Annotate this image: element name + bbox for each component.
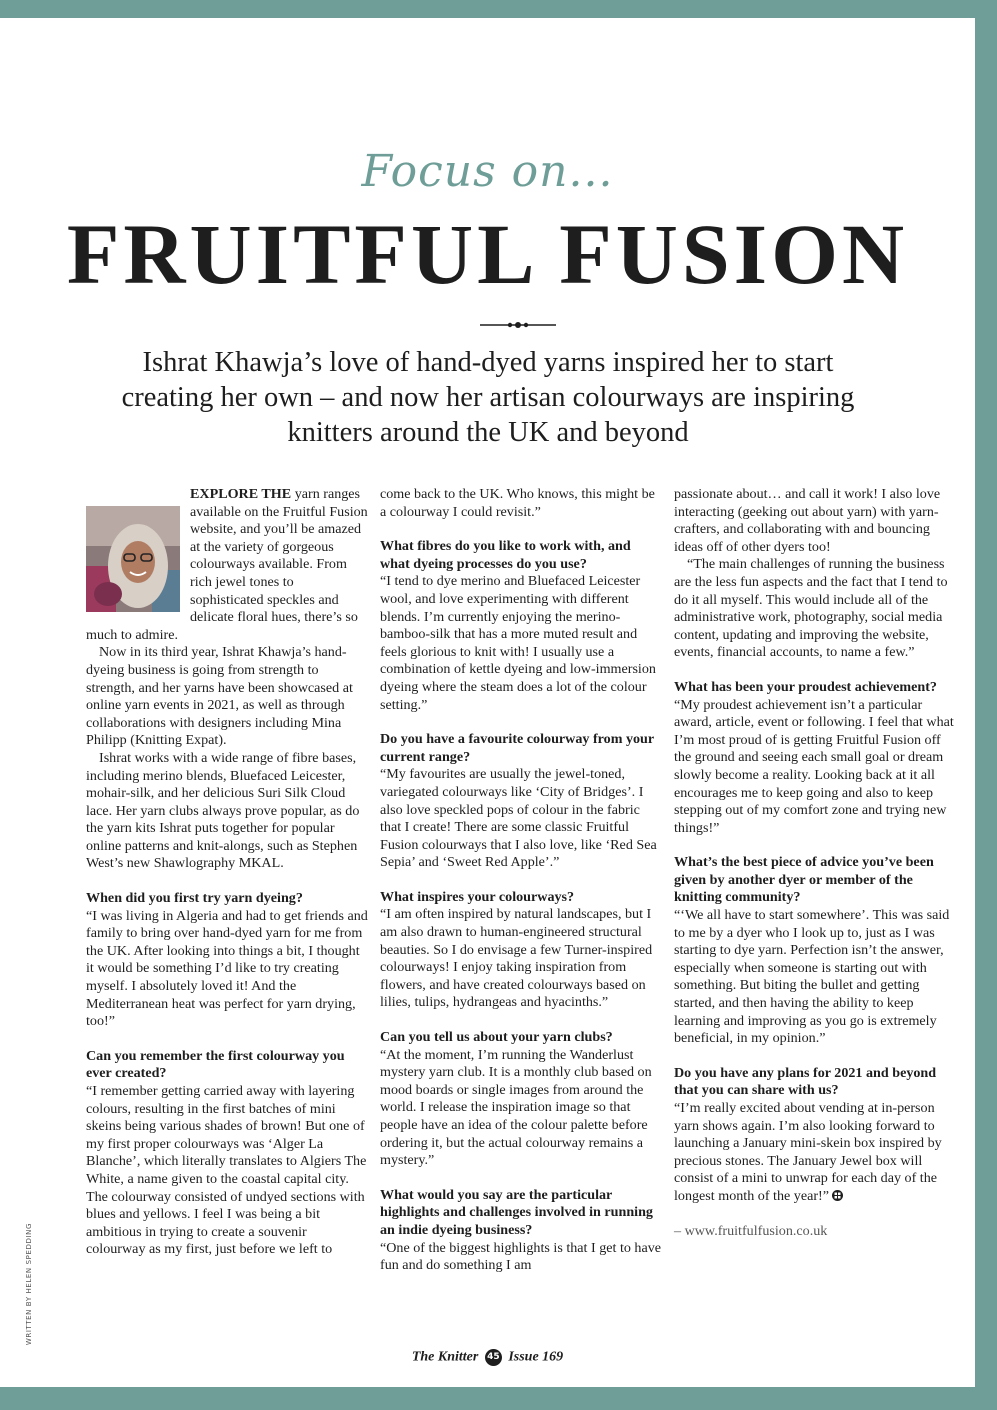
intro-paragraph-3: Ishrat works with a wide range of fibre bases, including merino blends, Bluefaced Leicester, mohair-silk, and her delicious Suri Silk Cloud lace. Her yarn clubs always prove popular, as do the yarn kits Ishrat puts together for popular online patterns and knit-alongs, such as Stephen West’s new Shawlography MKAL. [86, 749, 360, 872]
answer: “The main challenges of running the business are the less fun aspects and the fact that I tend to do it all myself. This would include all of the administrative work, photography, social media content, updating and improving the website, events, financial accounts, to name a few.” [674, 556, 948, 661]
answer: “I remember getting carried away with layering colours, resulting in the first batches of mini skeins being various shades of brown! But one of my first proper colourways was ‘Alger La Blanche’, which literally translates to Algiers The White, a name given to the coastal capital city. The colourway consisted of undyed sections with blues and yellows. I feel I was being a bit ambitious in trying to create a souvenir colourway as my first, just before we left to [86, 1083, 367, 1258]
question-heading: Can you tell us about your yarn clubs? [380, 1029, 613, 1046]
page-number-badge: 45 [485, 1349, 502, 1366]
intro-lead: EXPLORE THE [190, 486, 292, 502]
magazine-page [0, 18, 975, 1387]
answer: “One of the biggest highlights is that I get to have fun and do something I am [380, 1239, 662, 1274]
answer: “My proudest achievement isn’t a particular award, article, event or following. I feel that what I’m most proud of is getting Fruitful Fusion off the ground and seeing each small goal or dream slowly become a reality. Looking back at it all encourages me to keep going and also to keep stepping out of my comfort zone and trying new things!” [674, 696, 954, 836]
column-1 [86, 486, 368, 1259]
page-title: FRUITFUL FUSION [66, 206, 909, 302]
ornament-divider-icon [480, 318, 556, 332]
website-link[interactable]: – www.fruitfulfusion.co.uk [674, 1222, 828, 1239]
column-2 [380, 486, 662, 1275]
portrait-photo [86, 506, 180, 612]
question-heading: What would you say are the particular highlights and challenges involved in running an indie dyeing business? [380, 1186, 653, 1238]
intro-text: yarn ranges available on the Fruitful Fusion website, and you’ll be amazed at the variety of gorgeous colourways available. From rich jewel tones to sophisticated speckles and delicate floral hues, there’s so much to admire. [86, 486, 368, 643]
answer-continued: come back to the UK. Who knows, this might be a colourway I could revisit.” [380, 486, 655, 520]
answer: “At the moment, I’m running the Wanderlust mystery yarn club. It is a monthly club based on mood boards or single images from around the world. I release the inspiration image so that people have an idea of the colour palette before ordering it, but the actual colourway remains a mystery.” [380, 1046, 652, 1169]
question-heading: Do you have a favourite colourway from your current range? [380, 731, 654, 765]
issue-number: Issue 169 [508, 1349, 564, 1365]
column-3 [674, 486, 956, 1240]
answer-continued: passionate about… and call it work! I also love interacting (geeking out about yarn) with yarn-crafters, and collaborating with and bouncing ideas off of other dyers too! [674, 486, 941, 555]
standfirst: Ishrat Khawja’s love of hand-dyed yarns inspired her to start creating her own – and now her artisan colourways are inspiring knitters around the UK and beyond [121, 347, 855, 448]
answer-text: “I’m really excited about vending at in-person yarn shows again. I’m also looking forward to launching a January mini-skein box inspired by precious stones. The January Jewel box will consist of a mini to unwrap for each day of the longest month of the year!” [674, 1100, 942, 1204]
answer: “I am often inspired by natural landscapes, but I am also drawn to human-engineered structural beauties. So I do envisage a few Turner-inspired colourways! I enjoy taking inspiration from flowers, and have created colourways based on lilies, tulips, hydrangeas and hyacinths.” [380, 906, 653, 1011]
page-footer [0, 1349, 975, 1366]
question-heading: What inspires your colourways? [380, 888, 575, 905]
intro-paragraph-2: Now in its third year, Ishrat Khawja’s hand-dyeing business is going from strength to strength, and her yarns have been showcased at online yarn events in 2021, as well as through collaborations with designers including Mina Philipp (Knitting Expat). [86, 644, 353, 749]
end-mark-icon [832, 1190, 843, 1201]
question-heading: Do you have any plans for 2021 and beyond that you can share with us? [674, 1064, 937, 1099]
answer [674, 1100, 956, 1206]
magazine-name: The Knitter [411, 1349, 479, 1365]
question-heading: What’s the best piece of advice you’ve been given by another dyer or member of the knitting community? [674, 854, 934, 906]
answer: “‘We all have to start somewhere’. This was said to me by a dyer who I look up to, just as I was starting to dye yarn. Perfection isn’t the answer, especially when someone is starting out with something. But biting the bullet and getting started, and then having the ability to keep learning and improving as you go is extremely beneficial, in my opinion.” [674, 907, 950, 1047]
question-heading: Can you remember the first colourway you ever created? [86, 1047, 345, 1082]
kicker: Focus on... [361, 146, 614, 197]
question-heading: What has been your proudest achievement? [674, 678, 937, 695]
answer: “I tend to dye merino and Bluefaced Leicester wool, and love experimenting with different blends. I’m currently enjoying the merino-bamboo-silk that has a more muted result and feels glorious to knit with! I usually use a combination of kettle dyeing and low-immersion dyeing where the steam does a lot of the colour setting.” [380, 573, 656, 713]
answer: “My favourites are usually the jewel-toned, variegated colourways like ‘City of Bridges’. I also love speckled pops of colour in the fabric that I create! There are some classic Fruitful Fusion colourways that I also love, like ‘Red Sea Sepia’ and ‘Sweet Red Apple’.” [380, 766, 657, 871]
answer: “I was living in Algeria and had to get friends and family to bring over hand-dyed yarn for me from the UK. After looking into things a bit, I thought it would be something I’d like to try creating myself. I absolutely loved it! And the Mediterranean heat was perfect for yarn drying, too!” [86, 907, 368, 1030]
writer-credit: WRITTEN BY HELEN SPEDDING [25, 1223, 33, 1346]
question-heading: When did you first try yarn dyeing? [86, 890, 303, 907]
question-heading: What fibres do you like to work with, and what dyeing processes do you use? [380, 538, 631, 572]
